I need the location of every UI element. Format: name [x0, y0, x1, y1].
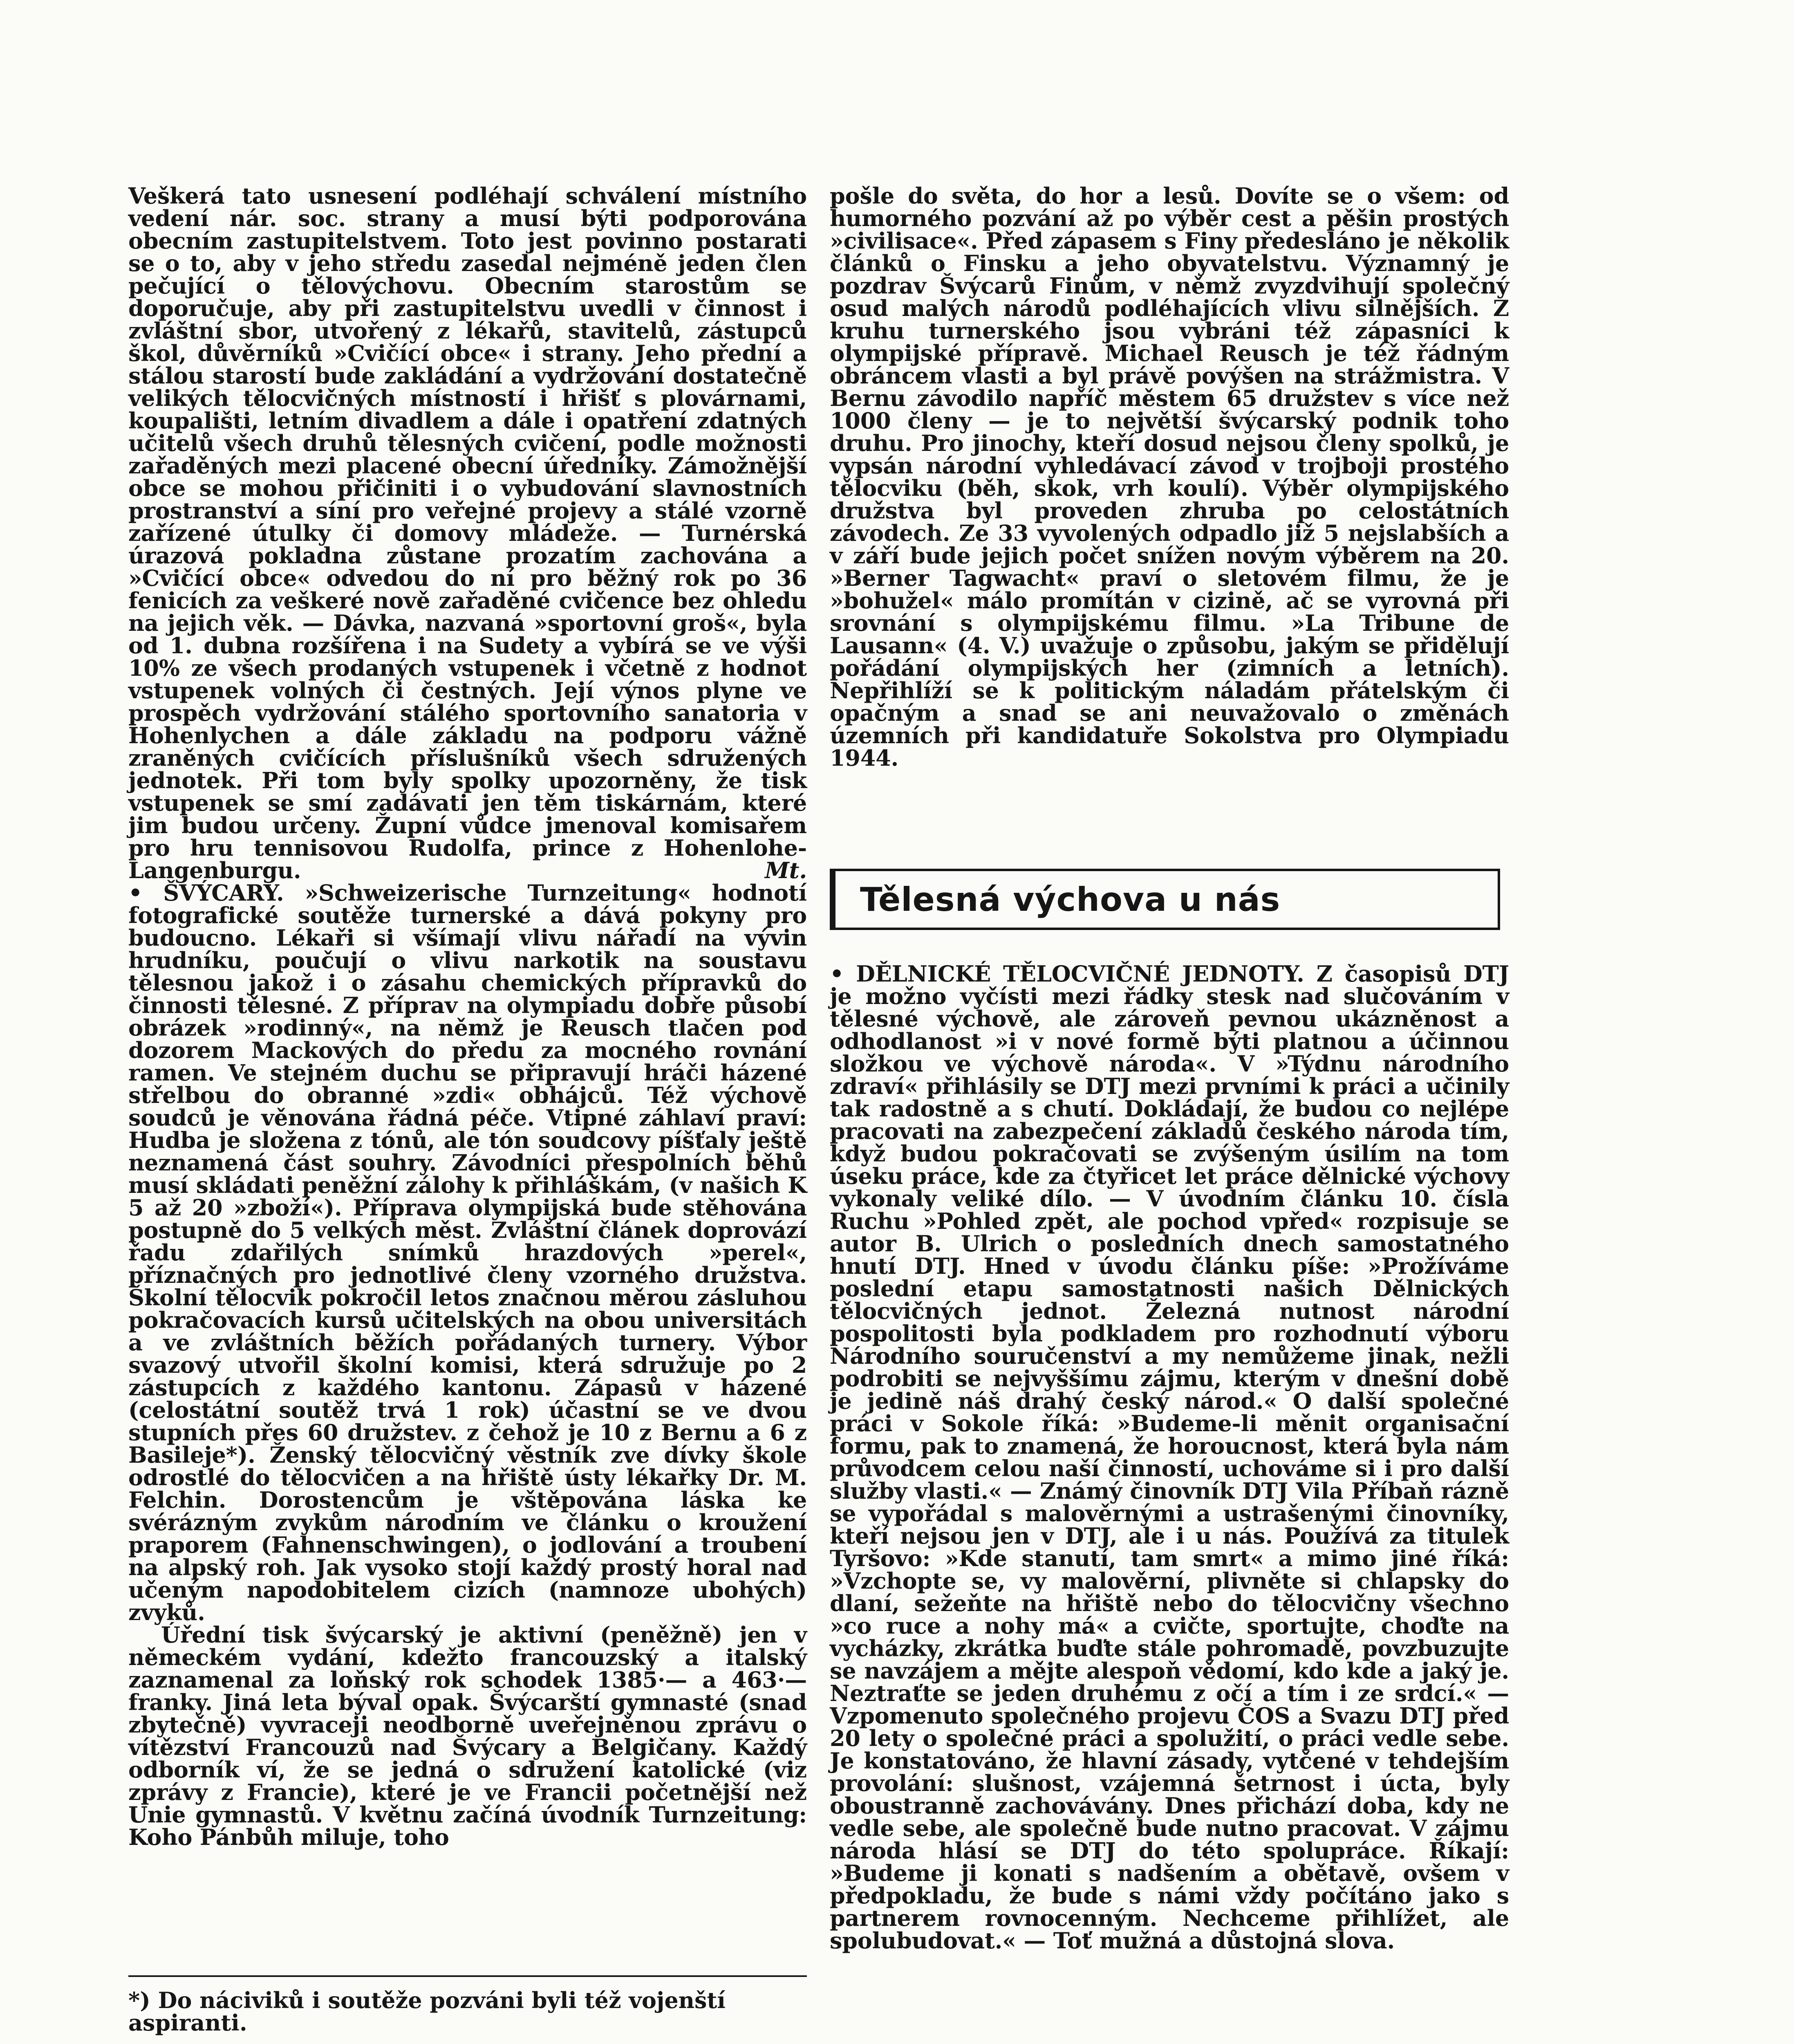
section-heading-switzerland: ŠVÝCARY. — [163, 880, 284, 906]
left-column — [128, 185, 807, 1849]
section-heading-workers: DĚLNICKÉ TĚLOCVIČNÉ JEDNOTY. — [856, 961, 1304, 987]
section-title: Tělesná výchova u nás — [860, 880, 1281, 919]
paragraph-switzerland — [128, 882, 807, 1624]
paragraph-workers-units — [830, 963, 1509, 1952]
paragraph-germany-continuation: Veškerá tato usnesení podléhají schválení místního vedení nár. soc. strany a musí býti podporována obecním zastupitelstvem. Toto jest povinno postarati se o to, aby v jeho středu zasedal nejméně jeden člen pečující o tělovýchovu. Obecním starostům se doporučuje, aby při zastupitelstvu uvedli v činnost i zvláštní sbor, utvořený z lékařů, stavitelů, zástupců škol, důvěrníků »Cvičící obce« i strany. Jeho přední a stálou starostí bude zakládání a vydržování dostatečně velikých tělocvičných místností i hřišť s plovárnami, koupališti, letním divadlem a dále i opatření zdatných učitelů všech druhů tělesných cvičení, podle možnosti zařaděných mezi placené obecní úředníky. Zámožnější obce se mohou přičiniti i o vybudování slavnostních prostranství a síní pro veřejné projevy a stálé vzorně zařízené útulky či domovy mládeže. — Turnérská úrazová pokladna zůstane prozatím zachována a »Cvičící obce« odvedou do ní pro běžný rok po 36 fenicích za veškeré nově zařaděné cvičence bez ohledu na jejich věk. — Dávka, nazvaná »sportovní groš«, byla od 1. dubna rozšířena i na Sudety a vybírá se ve výši 10% ze všech prodaných vstupenek i včetně z hodnot vstupenek volných či čestných. Její výnos plyne ve prospěch vydržování stálého sportovního sanatoria v Hohenlychen a dále základu na podporu vážně zraněných cvičících příslušníků všech sdružených jednotek. Při tom byly spolky upozorněny, že tisk vstupenek se smí zadávati jen těm tiskárnám, které jim budou určeny. Župní vůdce jmenoval komisařem pro hru tennisovou Rudolfa, prince z Hohenlohe-Langenburgu. — [128, 183, 807, 883]
right-column-lower — [830, 963, 1509, 1952]
workers-text: Z časopisů DTJ je možno vyčísti mezi řádky stesk nad slučováním v tělesné výchově, ale zároveň pevnou ukázněnost a odhodlanost »i v nové formě býti platnou a účinnou složkou ve výchově národa«. V »Týdnu národního zdraví« přihlásily se DTJ mezi prvními k práci a učinily tak radostně a s chutí. Dokládají, že budou co nejlépe pracovati na zabezpečení základů českého národa tím, když budou pokračovati se zvýšeným úsilím na tom úseku práce, kde za čtyřicet let práce dělnické výchovy vykonaly veliké dílo. — V úvodním článku 10. čísla Ruchu »Pohled zpět, ale pochod vpřed« rozpisuje se autor B. Ulrich o posledních dnech samostatného hnutí DTJ. Hned v úvodu článku píše: »Prožíváme poslední etapu samostatnosti našich Dělnických tělocvičných jednot. Železná nutnost národní pospolitosti byla podkladem pro rozhodnutí výboru Národního souručenství a my nemůžeme jinak, nežli podrobiti se nejvyššímu zájmu, kterým v dnešní době je jedině náš drahý český národ.« O další společné práci v Sokole říká: »Budeme-li měnit organisační formu, pak to znamená, že horoucnost, která byla nám průvodcem celou naší činností, uchováme si i pro další služby vlasti.« — Známý činovník DTJ Vila Příbaň rázně se vypořádal s malověrnými a ustrašenými činovníky, kteří nejsou jen v DTJ, ale i u nás. Používá za titulek Tyršovo: »Kde stanutí, tam smrt« a mimo jiné říká: »Vzchopte se, vy malověrní, plivněte si chlapsky do dlaní, sežeňte na hřiště nebo do tělocvičny všechno »co ruce a nohy má« a cvičte, sportujte, choďte na vycházky, zkrátka buďte stále pohromadě, povzbuzujte se navzájem a mějte alespoň vědomí, kdo kde a jaký je. Neztraťte se jeden druhému z očí a tím i ze srdcí.« — Vzpomenuto společného projevu ČOS a Svazu DTJ před 20 lety o společné práci a spolužití, o práci vedle sebe. Je konstatováno, že hlavní zásady, vytčené v tehdejším provolání: slušnost, vzájemná šetrnost i úcta, byly oboustranně zachovávány. Dnes přichází doba, kdy ne vedle sebe, ale společně bude nutno pracovat. V zájmu národa hlásí se DTJ do této spolupráce. Říkají: »Budeme ji konati s nadšením a obětavě, ovšem v předpokladu, že bude s námi vždy počítáno jako s partnerem rovnocenným. Nechceme přihlížet, ale spolubudovat.« — Toť mužná a důstojná slova. — [830, 961, 1509, 1954]
section-title-box — [830, 869, 1500, 930]
bullet-icon: • — [128, 880, 143, 906]
author-signature: Mt. — [765, 857, 807, 883]
footnote: *) Do náciviků i soutěže pozváni byli též vojenští aspiranti. — [128, 1975, 807, 2034]
paragraph-official-press: Úřední tisk švýcarský je aktivní (peněžně) jen v německém vydání, kdežto francouzský a italský zaznamenal za loňský rok schodek 1385·— a 463·— franky. Jiná leta býval opak. Švýcarští gymnasté (snad zbytečně) vyvraceji neodborně uveřejněnou zprávu o vítězství Francouzů nad Švýcary a Belgičany. Každý odborník ví, že se jedná o sdružení katolické (viz zprávy z Francie), které je ve Francii početnější než Unie gymnastů. V květnu začíná úvodník Turnzeitung: Koho Pánbůh miluje, toho — [128, 1622, 807, 1850]
paragraph-switzerland-continuation: pošle do světa, do hor a lesů. Dovíte se o všem: od humorného pozvání až po výběr cest a pěšin prostých »civilisace«. Před zápasem s Finy předesláno je několik článků o Finsku a jeho obyvatelstvu. Významný je pozdrav Švýcarů Finům, v němž zvyzdvihují společný osud malých národů podléhajících vlivu silnějších. Z kruhu turnerského jsou vybráni též zápasníci k olympijské přípravě. Michael Reusch je též řádným obráncem vlasti a byl právě povýšen na strážmistra. V Bernu závodilo napříč městem 65 družstev s více než 1000 členy — je to největší švýcarský podnik toho druhu. Pro jinochy, kteří dosud nejsou členy spolků, je vypsán národní vyhledávací závod v trojboji prostého tělocviku (běh, skok, vrh koulí). Výběr olympijského družstva byl proveden zhruba po celostátních závodech. Ze 33 vyvolených odpadlo již 5 nejslabších a v září bude jejich počet snížen novým výběrem na 20. »Berner Tagwacht« praví o sletovém filmu, že je »bohužel« málo promítán v cizině, ač se vyrovná při srovnání s olympijskému filmu. »La Tribune de Lausann« (4. V.) uvažuje o způsobu, jakým se přidělují pořádání olympijských her (zimních a letních). Nepřihlíží se k politickým náladám přátelským či opačným a snad se ani neuvažovalo o změnách územních při kandidatuře Sokolstva pro Olympiadu 1944. — [830, 183, 1509, 771]
switzerland-text: »Schweizerische Turnzeitung« hodnotí fotografické soutěže turnerské a dává pokyny pro budoucno. Lékaři si všímají vlivu nářadí na vývin hrudníku, poučují o vlivu narkotik na soustavu tělesnou jakož i o zásahu chemických přípravků do činnosti tělesné. Z příprav na olympiadu dobře působí obrázek »rodinný«, na němž je Reusch tlačen pod dozorem Mackových do předu za mocného rovnání ramen. Ve stejném duchu se připravují hráči házené střelbou do obranné »zdi« obhájců. Též výchově soudců je věnována řádná péče. Vtipné záhlaví praví: Hudba je složena z tónů, ale tón soudcovy píšťaly ještě neznamená část souhry. Závodníci přespolních běhů musí skládati peněžní zálohy k přihláškám, (v našich K 5 až 20 »zboží«). Příprava olympijská bude stěhována postupně do 5 velkých měst. Zvláštní článek doprovází řadu zdařilých snímků hrazdových »perel«, příznačných pro jednotlivé členy vzorného družstva. Školní tělocvik pokročil letos značnou měrou zásluhou pokračovacích kursů učitelských na obou universitách a ve zvláštních běžích pořádaných turnery. Výbor svazový utvořil školní komisi, která sdružuje po 2 zástupcích z každého kantonu. Zápasů v házené (celostátní soutěž trvá 1 rok) účastní se ve dvou stupních přes 60 družstev. z čehož je 10 z Bernu a 6 z Basileje*). Ženský tělocvičný věstník zve dívky škole odrostlé do tělocvičen a na hřiště ústy lékařky Dr. M. Felchin. Dorostencům je vštěpována láska ke svérázným zvykům národním ve článku o kroužení praporem (Fahnenschwingen), o jodlování a troubení na alpský roh. Jak vysoko stojí každý prostý horal nad učeným napodobitelem cizích (namnoze ubohých) zvyků. — [128, 880, 807, 1625]
right-column — [830, 185, 1509, 769]
bullet-icon: • — [830, 961, 844, 987]
